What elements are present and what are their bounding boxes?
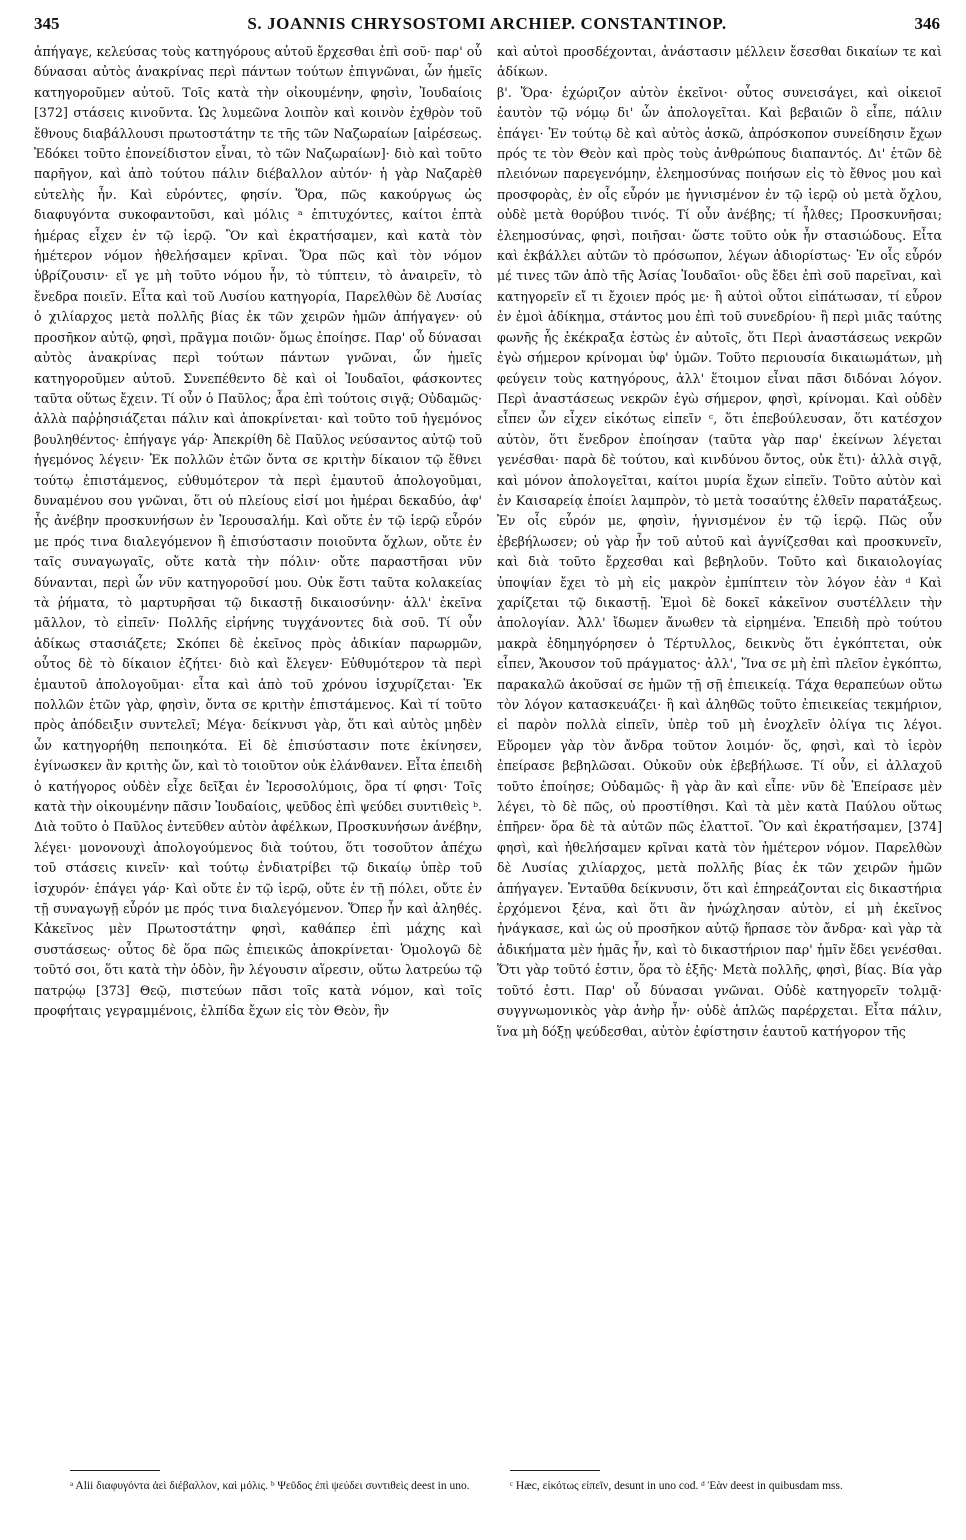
- right-column-text-1: καὶ αὐτοὶ προσδέχονται, ἀνάστασιν μέλλειν ἔσεσθαι δικαίων τε καὶ ἀδίκων.: [497, 44, 942, 80]
- footnote-rule-left: [70, 1470, 160, 1471]
- running-header: [34, 10, 940, 40]
- footnote-rule-right: [510, 1470, 600, 1471]
- right-column-text-2: β'. Ὅρα· ἐχώριζον αὐτὸν ἐκεῖνοι· οὗτος συνεισάγει, καὶ οἰκειοῖ ἑαυτὸν τῷ νόμῳ δι' ὧν ἀπολογεῖται. Καὶ βεβαιῶν ὃ εἶπε, πάλιν ἐπάγει· Ἐν τούτῳ δὲ καὶ αὐτὸς ἀσκῶ, ἀπρόσκοπον συνείδησιν ἔχων πρός τε τὸν Θεὸν καὶ πρὸς τοὺς ἀνθρώπους διαπαντός. Δι' ἐτῶν δὲ πλειόνων παρεγενόμην, ἐλεημοσύνας ποιήσων εἰς τὸ ἔθνος μου καὶ προσφορὰς, ἐν οἷς εὗρόν με ἡγνισμένον ἐν τῷ ἱερῷ οὐ μετὰ ὄχλου, οὐδὲ μετὰ θορύβου τινός. Τί οὖν ἀνέβης; τί ἦλθες; Προσκυνῆσαι; ἐλεημοσύνας, φησὶ, ποιῆσαι· ὥστε τοῦτο οὐκ ἦν στασιώδους. Εἶτα καὶ ἐκβάλλει αὐτῶν τὸ πρόσωπον, λέγων ἀδιορίστως· Ἐν οἷς εὗρόν μέ τινες τῶν ἀπὸ τῆς Ἀσίας Ἰουδαῖοι· οὓς ἔδει ἐπὶ σοῦ παρεῖναι, καὶ κατηγορεῖν εἴ τι ἔχοιεν πρός με· ἢ αὐτοὶ οὗτοι εἰπάτωσαν, τί εὗρον ἐν ἐμοὶ ἀδίκημα, στάντος μου ἐπὶ τοῦ συνεδρίου· ἢ περὶ μιᾶς ταύτης φωνῆς ἧς ἐκέκραξα ἑστὼς ἐν αὐτοῖς, ὅτι Περὶ ἀναστάσεως νεκρῶν ἐγὼ σήμερον κρίνομαι ὑφ' ὑμῶν. Τοῦτο περιουσία δικαιωμάτων, μὴ φεύγειν τοὺς κατηγόρους, ἀλλ' ἕτοιμον εἶναι πᾶσι διδόναι λόγον. Περὶ ἀναστάσεως νεκρῶν ἐγὼ σήμερον, φησὶ, κρίνομαι. Καὶ οὐδὲν εἶπεν ὧν εἶχεν εἰκότως εἰπεῖν ᶜ, ὅτι ἐπεβούλευσαν, ὅτι κατέσχον αὐτὸν, ὅτι ἔνεδρον ἐποίησαν (ταῦτα γὰρ παρ' ἐκείνων λέγεται γενέσθαι· παρὰ δὲ τούτου, καὶ κινδύνου ὄντος, οὐκ ἔτι)· ἀλλὰ σιγᾷ, καὶ μόνον ἀπολογεῖται, καίτοι μυρία ἔχων εἰπεῖν. Τοῦτο αὐτὸν καὶ ἐν Καισαρείᾳ ἐποίει λαμπρὸν, τὸ μετὰ τοσαύτης ἐλθεῖν παρατάξεως. Ἐν οἷς εὗρόν με, φησὶν, ἡγνισμένον ἐν τῷ ἱερῷ. Πῶς οὖν ἐβεβήλωσεν; οὐ γὰρ ἦν τοῦ αὐτοῦ καὶ ἁγνίζεσθαι καὶ προσκυνεῖν, καὶ διὰ τοῦτο ἔρχεσθαι καὶ βεβηλοῦν. Τοῦτο καὶ δικαιολογίας ὑποψίαν ἔχει τὸ μὴ εἰς μακρὸν ἐμπίπτειν τὸν λόγον ἐὰν ᵈ Καὶ χαρίζεται τῷ δικαστῇ. Ἐμοὶ δὲ δοκεῖ κἀκεῖνον συστέλλειν τὴν ἀπολογίαν. Ἀλλ' ἴδωμεν ἄνωθεν τὰ εἰρημένα. Ἐπειδὴ πρὸ τούτου μακρὰ ἐδημηγόρησεν ὁ Τέρτυλλος, δεικνὺς ὅτι ἐγκόπτεται, οὐκ εἶπεν, Ἄκουσον τοῦ πράγματος· ἀλλ', Ἵνα σε μὴ ἐπὶ πλεῖον ἐγκόπτω, παρακαλῶ ἀκοῦσαί σε ἡμῶν τῇ σῇ ἐπιεικείᾳ. Τάχα θεραπεύων οὕτω τὸν λόγον κατασκευάζει· ἢ καὶ ἀληθῶς τοῦτο ἐπιεικείας τεκμήριον, εἰ παρὸν πολλὰ εἰπεῖν, ὑπὲρ τοῦ μὴ ἐνοχλεῖν ὀλίγα τις λέγοι. Εὕρομεν γὰρ τὸν ἄνδρα τοῦτον λοιμόν· ὅς, φησὶ, καὶ τὸ ἱερὸν ἐπείρασε βεβηλῶσαι. Οὐκοῦν οὐκ ἐβεβήλωσε. Τί οὖν, εἰ ἀλλαχοῦ τοῦτο ἐποίησε; Οὐδαμῶς· ἢ γὰρ ἂν καὶ εἶπε· νῦν δὲ Ἐπείρασε μὲν λέγει, τὸ δὲ πῶς, οὐ προστίθησι. Καὶ τὰ μὲν κατὰ Παύλου οὕτως ἐπῆρεν· ὅρα δὲ τὰ αὐτῶν πῶς ἐλαττοῖ. Ὃν καὶ ἐκρατήσαμεν, [374] φησὶ, καὶ ἠθελήσαμεν κρῖναι κατὰ τὸν ἡμέτερον νόμον. Παρελθὼν δὲ Λυσίας χιλίαρχος, μετὰ πολλῆς βίας ἐκ τῶν χειρῶν ἡμῶν ἀπήγαγεν. Ἐνταῦθα δείκνυσιν, ὅτι καὶ ἐπηρεάζονται εἰς δικαστήρια ἐρχόμενοι ξένα, καὶ ὅτι ἂν ἠνώχλησαν αὐτὸν, εἰ μὴ ἐκεῖνος ἠνάγκασε, καὶ ὡς οὐ προσῆκον αὐτῷ ἥρπασε τὸν ἄνδρα· καὶ γὰρ τὰ ἀδικήματα μὲν ἡμᾶς ἦν, καὶ τὸ δικαστήριον παρ' ἡμῖν ἔδει γενέσθαι. Ὅτι γὰρ τοῦτό ἐστιν, ὅρα τὸ ἑξῆς· Μετὰ πολλῆς, φησὶ, βίας. Βία γὰρ τοῦτό ἐστι. Παρ' οὗ δύνασαι γνῶναι. Οὐδὲ κατηγορεῖν τολμᾷ· συγγνωμονικὸς γὰρ ἀνὴρ ἦν· οὐδὲ ἁπλῶς παρέρχεται. Εἶτα πάλιν, ἵνα μὴ δόξῃ ψεύδεσθαι, αὐτὸν ἐφίστησιν ἑαυτοῦ κατήγορον τῆς: [497, 84, 942, 1039]
- page-number-right: 346: [914, 14, 940, 33]
- running-title: S. JOANNIS CHRYSOSTOMI ARCHIEP. CONSTANTINOP.: [247, 14, 727, 33]
- footnote-right: ᶜ Hæc, εἰκότως εἰπεῖν, desunt in uno cod. ᵈ Ἐὰν deest in quibusdam mss.: [510, 1480, 843, 1492]
- left-column: [34, 42, 482, 1022]
- footnote-left: ᵃ Alii διαφυγόντα ἀεὶ διέβαλλον, καὶ μόλις. ᵇ Ψεῦδος ἐπὶ ψεύδει συντιθεὶς deest in uno.: [70, 1480, 470, 1492]
- right-column: [497, 42, 942, 1042]
- left-column-text: ἀπήγαγε, κελεύσας τοὺς κατηγόρους αὐτοῦ ἔρχεσθαι ἐπὶ σοῦ· παρ' οὗ δύνασαι αὐτὸς ἀνακρίνας περὶ πάντων τούτων ἐπιγνῶναι, ὧν ἡμεῖς κατηγοροῦμεν αὐτοῦ. Τοῖς κατὰ τὴν οἰκουμένην, φησὶν, Ἰουδαίοις [372] στάσεις κινοῦντα. Ὡς λυμεῶνα λοιπὸν καὶ κοινὸν ἐχθρὸν τοῦ ἔθνους διαβάλλουσι πρωτοστάτην τε τῆς τῶν Ναζωραίων [αἱρέσεως. Ἐδόκει τοῦτο ἐπονείδιστον εἶναι, τὸ τῶν Ναζωραίων]· διὸ καὶ τοῦτο παρῆγον, καὶ ἀπὸ τούτου πάλιν διέβαλλον αὐτόν· ἡ γὰρ Ναζαρὲθ εὐτελὴς ἦν. Καὶ εὑρόντες, φησίν. Ὅρα, πῶς κακούργως ὡς διαφυγόντα συκοφαντοῦσι, καὶ μόλις ᵃ ἐπιτυχόντες, καίτοι ἑπτὰ ἡμέρας εἶχεν ἐν τῷ ἱερῷ. Ὃν καὶ ἐκρατήσαμεν, καὶ κατὰ τὸν ἡμέτερον νόμον ἠθελήσαμεν κρῖναι. Ὅρα πῶς καὶ τὸν νόμον ὑβρίζουσιν· εἴ γε μὴ τοῦτο νόμου ἦν, τὸ τύπτειν, τὸ ἀναιρεῖν, τὸ ἔνεδρα ποιεῖν. Εἶτα καὶ τοῦ Λυσίου κατηγορία, Παρελθὼν δὲ Λυσίας ὁ χιλίαρχος μετὰ πολλῆς βίας ἐκ τῶν χειρῶν ἡμῶν ἀπήγαγεν· οὐ προσῆκον αὐτῷ, φησὶ, πρᾶγμα ποιῶν· ὅμως ἐποίησε. Παρ' οὗ δύνασαι αὐτὸς ἀνακρίνας περὶ τούτων πάντων γνῶναι, ὧν ἡμεῖς κατηγοροῦμεν αὐτοῦ. Συνεπέθεντο δὲ καὶ οἱ Ἰουδαῖοι, φάσκοντες ταῦτα οὕτως ἔχειν. Τί οὖν ὁ Παῦλος; ἆρα ἐπὶ τούτοις σιγᾷ; Οὐδαμῶς· ἀλλὰ παῤῥησιάζεται πάλιν καὶ ἀποκρίνεται· καὶ τοῦτο τοῦ ἡγεμόνος βουληθέντος· ἐπήγαγε γάρ· Ἀπεκρίθη δὲ Παῦλος νεύσαντος αὐτῷ τοῦ ἡγεμόνος λέγειν· Ἐκ πολλῶν ἐτῶν ὄντα σε κριτὴν δίκαιον τῷ ἔθνει τούτῳ ἐπιστάμενος, εὐθυμότερον τὰ περὶ ἐμαυτοῦ ἀπολογοῦμαι, δυναμένου σου γνῶναι, ὅτι οὐ πλείους εἰσί μοι ἡμέραι δεκαδύο, ἀφ' ἧς ἀνέβην προσκυνήσων ἐν Ἱερουσαλήμ. Καὶ οὔτε ἐν τῷ ἱερῷ εὗρόν με πρός τινα διαλεγόμενον ἢ ἐπισύστασιν ποιοῦντα ὄχλων, οὔτε ἐν ταῖς συναγωγαῖς, οὔτε κατὰ τὴν πόλιν· οὔτε παραστῆσαι νῦν δύνανται, περὶ ὧν νῦν κατηγοροῦσί μου. Οὐκ ἔστι ταῦτα κολακείας τὰ ῥήματα, τὸ μαρτυρῆσαι τῷ δικαστῇ δικαιοσύνην· ἀλλ' ἐκεῖνα μᾶλλον, τὸ εἰπεῖν· Πολλῆς εἰρήνης τυγχάνοντες διὰ σοῦ. Τί οὖν ἀδίκως στασιάζετε; Σκόπει δὲ ἐκεῖνος πρὸς ἀδικίαν παρωρμῶν, οὗτος δὲ τὸ δίκαιον ἐζήτει· διὸ καὶ ἔλεγεν· Εὐθυμότερον τὰ περὶ ἐμαυτοῦ ἀπολογοῦμαι· εἶτα καὶ ἀπὸ τοῦ χρόνου ἰσχυρίζεται· Ἐκ πολλῶν ἐτῶν γὰρ, φησὶν, ὄντα σε κριτὴν ἐπιστάμενος. Καὶ τί τοῦτο πρὸς ἀπόδειξιν συντελεῖ; Μέγα· δείκνυσι γὰρ, ὅτι καὶ αὐτὸς μηδὲν ὧν κατηγορήθη πεποιηκότα. Εἰ δὲ ἐπισύστασιν ποτε ἐκίνησεν, ἐγίνωσκεν ἂν κριτὴς ὤν, καὶ τὸ τοιοῦτον οὐκ ἐλάνθανεν. Εἶτα ἐπειδὴ ὁ κατήγορος οὐδὲν εἶχε δεῖξαι ἐν Ἱεροσολύμοις, ὅρα τί φησι· Τοῖς κατὰ τὴν οἰκουμένην πᾶσιν Ἰουδαίοις, ψεῦδος ἐπὶ ψεύδει συντιθεὶς ᵇ. Διὰ τοῦτο ὁ Παῦλος ἐντεῦθεν αὐτὸν ἀφέλκων, Προσκυνήσων ἀνέβην, λέγει· μονονουχὶ ἀπολογούμενος διὰ τούτου, ὅτι τοσοῦτον ἀπέχω τοῦ στάσεις κινεῖν· καὶ τούτῳ ἐνδιατρίβει τῷ δικαίῳ ὑπὲρ τοῦ ἰσχυρόν· ἐπάγει γάρ· Καὶ οὔτε ἐν τῷ ἱερῷ, οὔτε ἐν τῇ πόλει, οὔτε ἐν τῇ συναγωγῇ εὗρόν με πρός τινα διαλεγόμενον. Ὅπερ ἦν καὶ ἀληθές. Κἀκεῖνος μὲν Πρωτοστάτην φησὶ, καθάπερ ἐπὶ μάχης καὶ συστάσεως· οὗτος δὲ ὅρα πῶς ἐπιεικῶς ἀποκρίνεται· Ὁμολογῶ δὲ τοῦτό σοι, ὅτι κατὰ τὴν ὁδὸν, ἣν λέγουσιν αἵρεσιν, οὕτω λατρεύω τῷ πατρῴῳ [373] Θεῷ, πιστεύων πᾶσι τοῖς κατὰ νόμον, καὶ τοῖς προφήταις γεγραμμένοις, ἐλπίδα ἔχων εἰς τὸν Θεὸν, ἣν: [34, 44, 483, 1019]
- page-number-left: 345: [34, 14, 60, 33]
